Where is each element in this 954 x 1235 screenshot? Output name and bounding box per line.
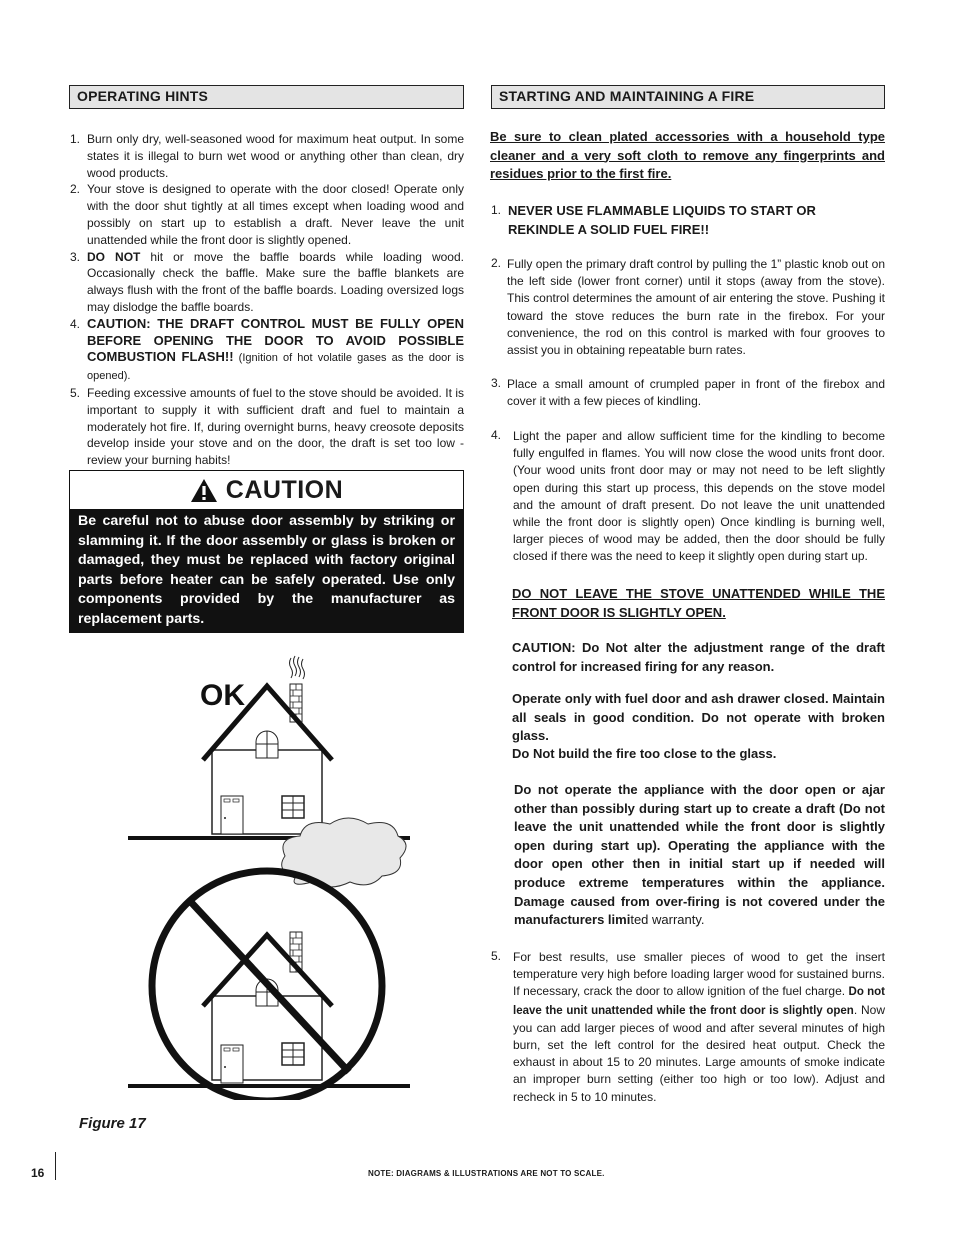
hint-item: 1. Burn only dry, well-seasoned wood for maximum heat output. In some states it is illegal to burn wet wood or anything other than clean, dry wood products. [70,132,464,180]
caution-text: Be careful not to abuse door assembly by striking or slamming it. If the door assembly or glass is broken or damaged, they must be replaced with factory original parts before heater can be safely operated. Use only components provided by the manufacturer as replacement parts. [70,509,463,632]
unattended-warning: DO NOT LEAVE THE STOVE UNATTENDED WHILE THE FRONT DOOR IS SLIGHTLY OPEN. [512,586,885,620]
step-3: 3. Place a small amount of crumpled paper in front of the firebox and cover it with a few pieces of kindling. [491,376,885,409]
figure-17-illustration [125,650,415,1100]
hint-item: 2. Your stove is designed to operate with the door closed! Operate only with the door shut tightly at all times except when loading wood and possibly on start up to establish a draft. Never leave the unit unattended while the front door is slightly opened. [70,182,464,247]
step-1: 1. NEVER USE FLAMMABLE LIQUIDS TO START OR REKINDLE A SOLID FUEL FIRE!! [491,203,816,237]
ok-house [128,656,410,840]
warning-triangle-icon [190,478,218,503]
starting-fire-header: STARTING AND MAINTAINING A FIRE [491,85,885,109]
door-open-warning: Do not operate the appliance with the door open or ajar other than possibly during start up to create a draft (Do not leave the unit unattended while the front door is slightly open during start up). Operating the appliance with the door open other then in initial start up if needed will produce extreme temperatures within the appliance. Damage caused from over-firing is not covered under the manufacturers limited warranty. [514,782,885,928]
hint-item: 4. CAUTION: THE DRAFT CONTROL MUST BE FULLY OPEN BEFORE OPENING THE DOOR TO AVOID POSSIBLE COMBUSTION FLASH!! (Ignition of hot volatile gases as the door is opened). [70,315,464,383]
scale-note: NOTE: DIAGRAMS & ILLUSTRATIONS ARE NOT TO SCALE. [368,1169,605,1178]
operate-doors-closed-warning: Operate only with fuel door and ash drawer closed. Maintain all seals in good condition. Do not operate with broken glass. [512,691,885,743]
step-4: 4. Light the paper and allow sufficient time for the kindling to become fully engulfed in flames. You will now close the wood units front door. (Your wood units front door may or may not need to be left slightly open during this start up process, this depends on the stove model and the amount of draft present. Do not leave the unit unattended while the front door is slightly open) Once kindling is burning well, larger pieces of wood may be added, then the door should be fully closed if there was the need to keep it slightly open during start up. [491,428,885,564]
hint-item: 3. DO NOT hit or move the baffle boards while loading wood. Occasionally check the baffle. Make sure the baffle blankets are always flush with the front of the baffle boards. Loading oversized logs may dislodge the baffle boards. [70,249,464,314]
caution-box [69,470,464,633]
draft-caution: CAUTION: Do Not alter the adjustment range of the draft control for increased firing for any reason. [512,640,885,674]
ok-label: OK [200,679,245,712]
operating-hints-header: OPERATING HINTS [69,85,464,109]
glass-distance-warning: Do Not build the fire too close to the glass. [512,746,777,761]
prohibited-house [128,818,410,1100]
page-number: 16 [31,1166,45,1180]
caution-title: CAUTION [70,471,463,509]
operating-hints-list [68,131,464,469]
hint-item: 5. Feeding excessive amounts of fuel to the stove should be avoided. It is important to supply it with sufficient draft and fuel to maintain a moderately hot fire. If, during overnight burns, heavy creosote deposits develop inside your stove and on the door, the draft is set too low - review your burning habits! [70,385,464,468]
footer-divider [55,1152,56,1180]
step-2: 2. Fully open the primary draft control by pulling the 1” plastic knob out on the left side (lower front corner) until it stops (away from the stove). This control determines the amount of air entering the stove. Pushing it toward the stove reduces the burn rate in the firebox. For your convenience, the rod on this control is marked with four grooves to assist you in obtaining repeatable burn rates. [491,256,885,358]
intro-warning: Be sure to clean plated accessories with a household type cleaner and a very soft cloth to remove any fingerprints and residues prior to the first fire. [490,129,885,181]
step-5: 5. For best results, use smaller pieces of wood to get the insert temperature very high before loading larger wood for sustained burns. If necessary, crack the door to allow ignition of the fuel charge. Do not leave the unit unattended while the front door is slightly open. Now you can add larger pieces of wood and after several minutes of high burn, set the left control for the desired heat output. Check the exhaust in about 15 to 20 minutes. Large amounts of smoke indicate an improper burn setting (either too high or too low). Adjust and recheck in 5 to 10 minutes. [491,949,886,1104]
figure-label: Figure 17 [79,1115,146,1132]
